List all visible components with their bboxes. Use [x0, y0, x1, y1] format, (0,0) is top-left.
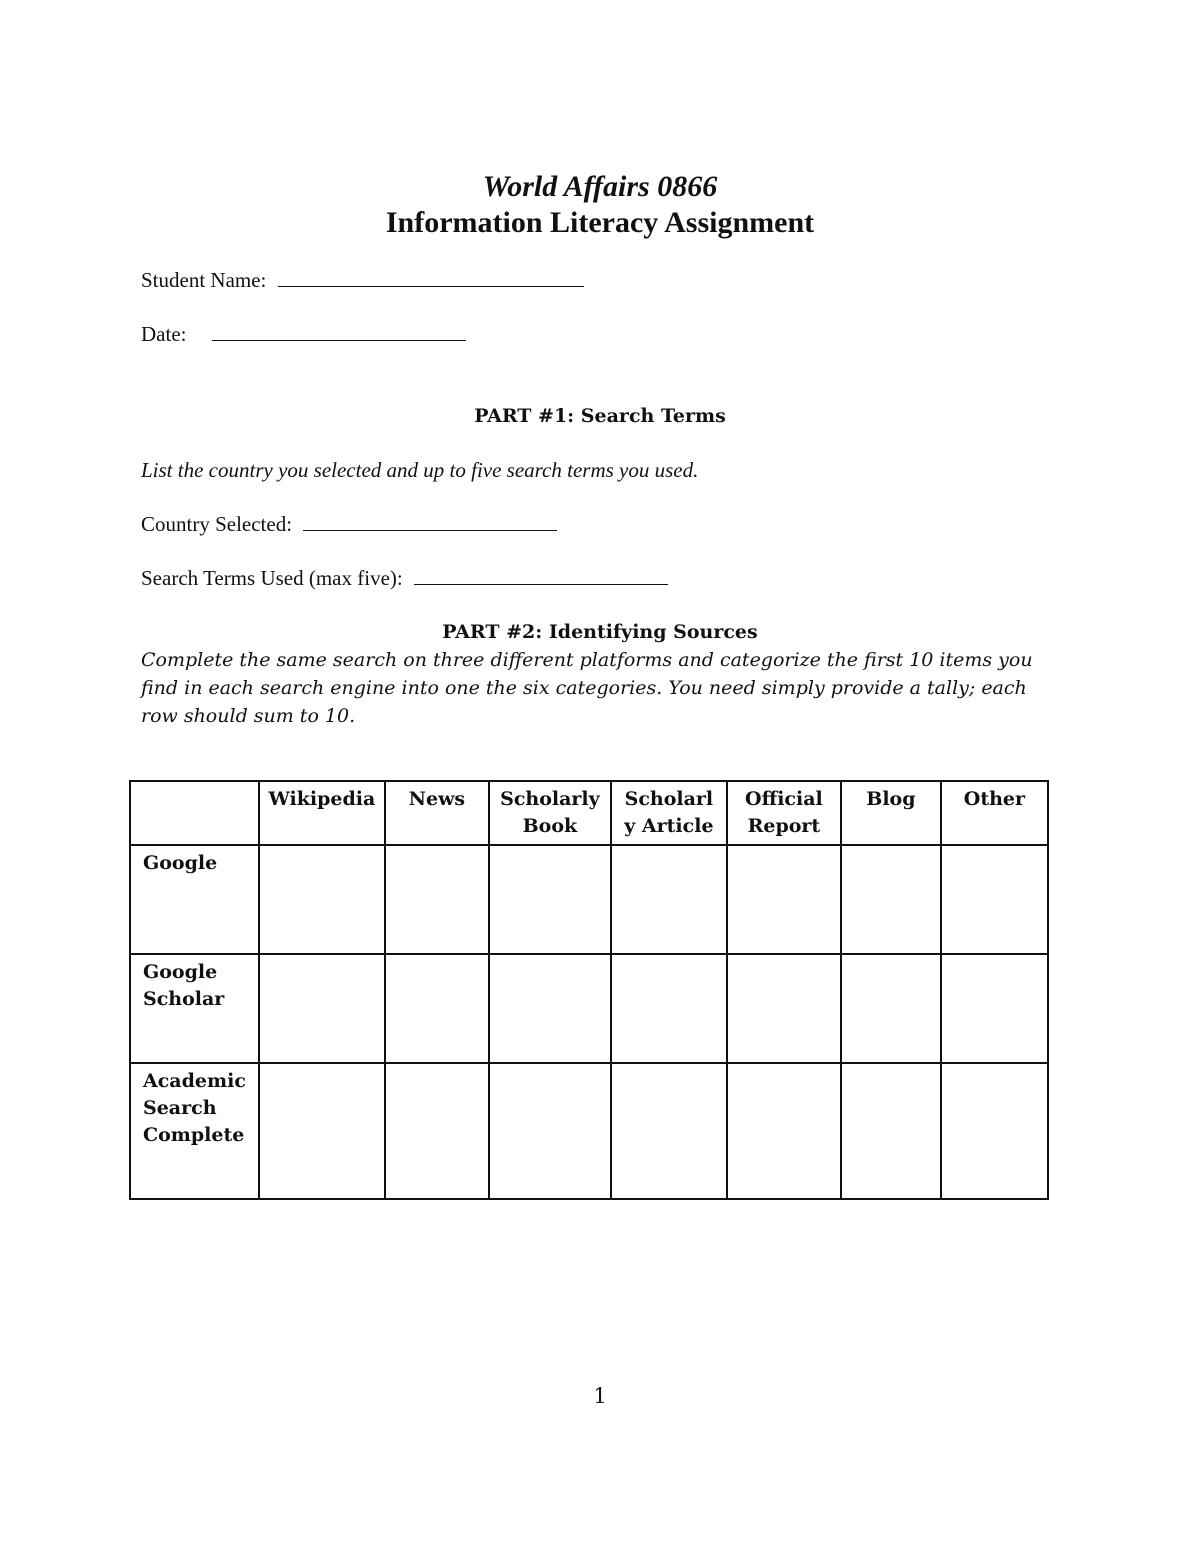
tally-cell[interactable]: [611, 954, 727, 1063]
tally-cell[interactable]: [489, 1063, 611, 1199]
tally-cell[interactable]: [259, 845, 385, 954]
tally-cell[interactable]: [259, 954, 385, 1063]
tally-cell[interactable]: [385, 1063, 489, 1199]
column-header-other: Other: [941, 781, 1048, 845]
tally-cell[interactable]: [941, 1063, 1048, 1199]
part2-heading: PART #2: Identifying Sources: [442, 621, 758, 643]
table-row-academic-search-complete: [130, 1063, 1048, 1199]
column-header-wikipedia: Wikipedia: [259, 781, 385, 845]
row-header-google: Google: [130, 845, 259, 954]
tally-cell[interactable]: [841, 1063, 941, 1199]
country-blank[interactable]: [303, 512, 557, 531]
country-label: Country Selected:: [141, 512, 293, 536]
date-field: [141, 322, 466, 347]
source-tally-table: [129, 780, 1049, 1200]
tally-cell[interactable]: [259, 1063, 385, 1199]
row-header-google-scholar: Google Scholar: [130, 954, 259, 1063]
column-header-scholarly-book: Scholarly Book: [489, 781, 611, 845]
course-title: World Affairs 0866: [482, 170, 718, 203]
assignment-title: Information Literacy Assignment: [385, 206, 815, 239]
country-field: [141, 512, 557, 537]
tally-cell[interactable]: [489, 845, 611, 954]
tally-cell[interactable]: [727, 845, 841, 954]
date-label: Date:: [141, 322, 187, 346]
tally-cell[interactable]: [841, 954, 941, 1063]
tally-cell[interactable]: [727, 954, 841, 1063]
search-terms-label: Search Terms Used (max five):: [141, 566, 403, 590]
date-blank[interactable]: [212, 322, 466, 341]
tally-cell[interactable]: [385, 954, 489, 1063]
search-terms-field: [141, 566, 668, 591]
column-header-blog: Blog: [841, 781, 941, 845]
tally-cell[interactable]: [611, 1063, 727, 1199]
column-header-official-report: Official Report: [727, 781, 841, 845]
table-row-google-scholar: [130, 954, 1048, 1063]
part2-instructions: Complete the same search on three different platforms and categorize the first 10 items you find in each search engine into one the six categories. You need simply provide a tally; each row should sum to 10.: [141, 649, 1033, 727]
row-header-academic-search-complete: Academic Search Complete: [130, 1063, 259, 1199]
search-terms-blank[interactable]: [414, 566, 668, 585]
tally-cell[interactable]: [727, 1063, 841, 1199]
table-header-row: [130, 781, 1048, 845]
tally-cell[interactable]: [941, 845, 1048, 954]
part1-instructions: List the country you selected and up to five search terms you used.: [141, 458, 699, 482]
tally-cell[interactable]: [385, 845, 489, 954]
tally-cell[interactable]: [489, 954, 611, 1063]
tally-cell[interactable]: [611, 845, 727, 954]
tally-cell[interactable]: [841, 845, 941, 954]
page-number: 1: [593, 1384, 607, 1408]
part1-heading: PART #1: Search Terms: [474, 405, 726, 427]
student-name-blank[interactable]: [278, 268, 584, 287]
student-name-label: Student Name:: [141, 268, 267, 292]
table-row-google: [130, 845, 1048, 954]
tally-cell[interactable]: [941, 954, 1048, 1063]
column-header-scholarly-article: Scholarl y Article: [611, 781, 727, 845]
student-name-field: [141, 268, 584, 293]
column-header-news: News: [385, 781, 489, 845]
header-empty-cell: [130, 781, 259, 845]
